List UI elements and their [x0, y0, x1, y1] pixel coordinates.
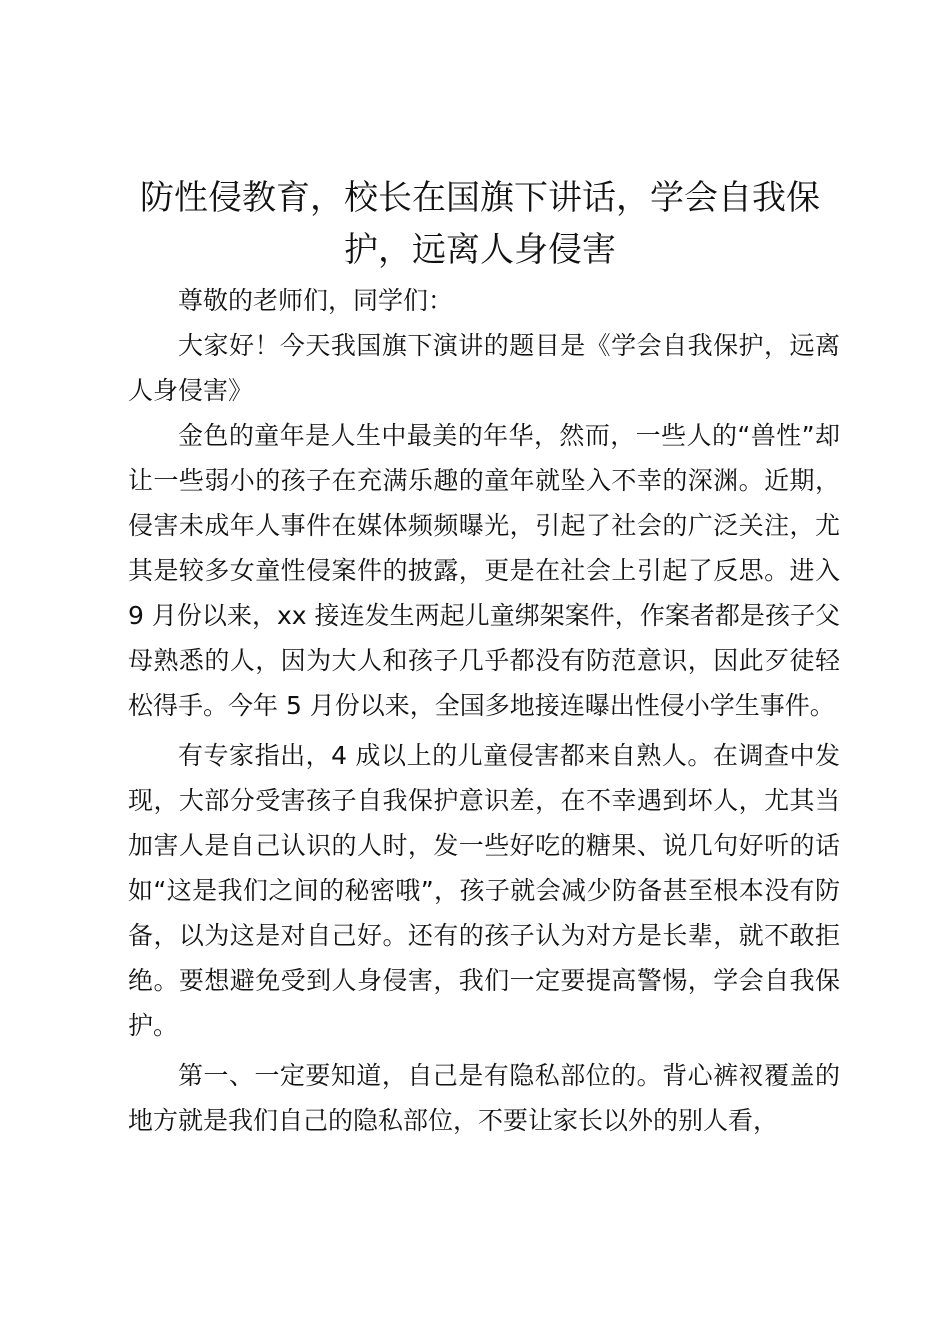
body-paragraph: 金色的童年是人生中最美的年华，然而，一些人的“兽性”却让一些弱小的孩子在充满乐趣的童年就坠入不幸的深渊。近期，侵害未成年人事件在媒体频频曝光，引起了社会的广泛关注，尤其是较多女童性侵案件的披露，更是在社会上引起了反思。进入 9 月份以来，xx 接连发生两起儿童绑架案件，作案者都是孩子父母熟悉的人，因为大人和孩子几乎都没有防范意识，因此歹徒轻松得手。今年 5 月份以来，全国多地接连曝出性侵小学生事件。: [128, 421, 840, 720]
body-paragraph: 有专家指出，4 成以上的儿童侵害都来自熟人。在调查中发现，大部分受害孩子自我保护意识差，在不幸遇到坏人，尤其当加害人是自己认识的人时，发一些好吃的糖果、说几句好听的话如“这是我们之间的秘密哦”，孩子就会减少防备甚至根本没有防备，以为这是对自己好。还有的孩子认为对方是长辈，就不敢拒绝。要想避免受到人身侵害，我们一定要提高警惕，学会自我保护。: [128, 741, 840, 1040]
document-body: [128, 278, 840, 1143]
salutation-paragraph: 尊敬的老师们，同学们：: [178, 286, 454, 315]
document-title: 防性侵教育，校长在国旗下讲话，学会自我保护，远离人身侵害: [140, 178, 820, 270]
body-paragraph: 第一、一定要知道，自己是有隐私部位的。背心裤衩覆盖的地方就是我们自己的隐私部位，不要让家长以外的别人看，: [128, 1061, 840, 1135]
greeting-paragraph: 大家好！今天我国旗下演讲的题目是《学会自我保护，远离人身侵害》: [128, 331, 840, 405]
